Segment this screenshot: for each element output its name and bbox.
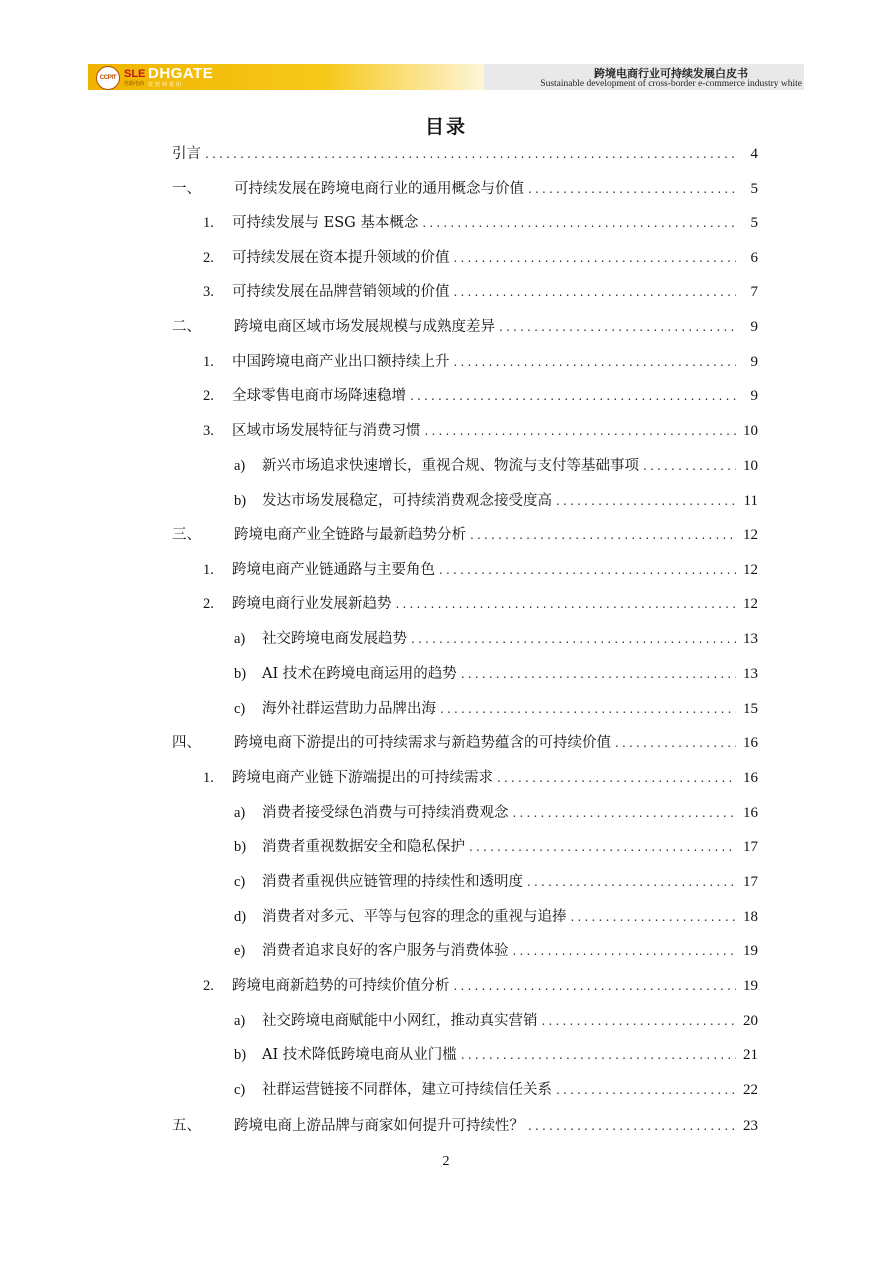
toc-entry-page: 13	[743, 631, 758, 647]
toc-entry-number: c)	[234, 1082, 246, 1098]
toc-entry-title: 新兴市场追求快速增长，重视合规、物流与支付等基础事项	[262, 458, 639, 474]
toc-entry-page: 16	[743, 770, 758, 786]
toc-entry-number: a)	[234, 631, 246, 647]
toc-entry[interactable]	[234, 871, 758, 893]
toc-entry-title: 消费者追求良好的客户服务与消费体验	[262, 943, 509, 959]
toc-entry-page: 23	[743, 1118, 758, 1134]
toc-entry-page: 7	[750, 284, 758, 300]
toc-entry-page: 16	[743, 805, 758, 821]
toc-entry-title: 跨境电商区域市场发展规模与成熟度差异	[234, 319, 495, 335]
toc-dot-leader	[513, 940, 737, 962]
toc-entry-page: 20	[743, 1013, 758, 1029]
toc-entry[interactable]	[234, 1010, 758, 1032]
toc-entry-number: b)	[234, 666, 247, 682]
toc-entry[interactable]	[234, 1079, 758, 1101]
toc-dot-leader	[542, 1010, 737, 1032]
toc-entry-title: 海外社群运营助力品牌出海	[262, 701, 436, 717]
toc-entry-title: 发达市场发展稳定，可持续消费观念接受度高	[262, 493, 552, 509]
toc-entry-number: c)	[234, 701, 246, 717]
toc-entry-page: 17	[743, 839, 758, 855]
toc-dot-leader	[556, 1079, 736, 1101]
toc-dot-leader	[440, 698, 736, 720]
toc-dot-leader	[499, 316, 736, 338]
toc-entry-title: 全球零售电商市场降速稳增	[232, 388, 406, 404]
toc-dot-leader	[513, 802, 737, 824]
ccpit-logo	[96, 66, 120, 90]
toc-dot-leader	[497, 767, 736, 789]
toc-dot-leader	[439, 559, 736, 581]
toc-title: 目录	[424, 116, 467, 138]
toc-entry[interactable]	[172, 143, 758, 165]
toc-entry[interactable]	[172, 524, 758, 546]
toc-entry-number: 1.	[203, 770, 214, 786]
toc-entry-title: 跨境电商下游提出的可持续需求与新趋势蕴含的可持续价值	[234, 735, 611, 751]
toc-entry-page: 12	[743, 527, 758, 543]
toc-entry[interactable]	[234, 906, 758, 928]
toc-dot-leader	[454, 975, 737, 997]
toc-entry-page: 22	[743, 1082, 758, 1098]
toc-entry-title: 跨境电商产业链下游端提出的可持续需求	[232, 770, 493, 786]
toc-entry-number: a)	[234, 805, 246, 821]
toc-entry-page: 12	[743, 596, 758, 612]
toc-entry-number: 2.	[203, 250, 214, 266]
toc-entry-page: 4	[750, 146, 758, 162]
toc-entry-number: b)	[234, 1047, 247, 1063]
toc-entry-number: b)	[234, 493, 247, 509]
header-title-block	[484, 64, 804, 90]
toc-entry-title: 可持续发展在跨境电商行业的通用概念与价值	[234, 181, 524, 197]
toc-entry-title: 跨境电商行业发展新趋势	[232, 596, 392, 612]
toc-entry-title: 社群运营链接不同群体，建立可持续信任关系	[262, 1082, 552, 1098]
toc-entry-number: 2.	[203, 978, 214, 994]
toc-entry[interactable]	[234, 628, 758, 650]
toc-entry-title: 消费者对多元、平等与包容的理念的重视与追捧	[262, 909, 567, 925]
toc-entry-number: d)	[234, 909, 247, 925]
toc-entry-number: 1.	[203, 215, 214, 231]
toc-entry-number: 1.	[203, 562, 214, 578]
toc-entry-page: 5	[750, 215, 758, 231]
toc-entry-page: 18	[743, 909, 758, 925]
toc-entry-title: 消费者接受绿色消费与可持续消费观念	[262, 805, 509, 821]
toc-entry-number: 1.	[203, 354, 214, 370]
toc-entry[interactable]	[234, 490, 758, 512]
toc-entry[interactable]	[172, 178, 758, 200]
toc-entry-page: 21	[743, 1047, 758, 1063]
toc-entry-number: b)	[234, 839, 247, 855]
document-title-cn: 跨境电商行业可持续发展白皮书	[594, 67, 748, 80]
toc-entry-title: 跨境电商上游品牌与商家如何提升可持续性？	[234, 1118, 524, 1134]
toc-entry[interactable]	[203, 559, 758, 581]
toc-entry-page: 9	[750, 319, 758, 335]
toc-entry-page: 12	[743, 562, 758, 578]
toc-dot-leader	[528, 1115, 736, 1137]
toc-entry[interactable]	[203, 281, 758, 303]
toc-dot-leader	[205, 143, 736, 165]
toc-entry-page: 6	[750, 250, 758, 266]
toc-entry[interactable]	[234, 836, 758, 858]
toc-entry-page: 15	[743, 701, 758, 717]
toc-dot-leader	[454, 351, 737, 373]
dhgate-logo-text: DHGATE	[148, 65, 214, 82]
document-title-en: Sustainable development of cross-border e-commerce industry white	[540, 79, 802, 89]
toc-entry[interactable]	[172, 732, 758, 754]
toc-entry[interactable]	[234, 1044, 758, 1066]
toc-entry-page: 9	[750, 388, 758, 404]
toc-entry[interactable]	[172, 1115, 758, 1137]
toc-dot-leader	[528, 178, 736, 200]
toc-entry-title: 跨境电商产业全链路与最新趋势分析	[234, 527, 466, 543]
sle-logo	[124, 67, 144, 87]
toc-entry-title: 可持续发展与 ESG 基本概念	[232, 215, 419, 231]
toc-entry-number: e)	[234, 943, 246, 959]
toc-dot-leader	[425, 420, 737, 442]
toc-entry-page: 10	[743, 423, 758, 439]
toc-entry-title: 中国跨境电商产业出口额持续上升	[232, 354, 450, 370]
toc-entry-title: 社交跨境电商发展趋势	[262, 631, 407, 647]
sle-logo-text: SLE	[124, 68, 146, 80]
toc-entry-number: a)	[234, 458, 246, 474]
toc-entry-title: 可持续发展在资本提升领域的价值	[232, 250, 450, 266]
toc-entry-page: 13	[743, 666, 758, 682]
toc-entry[interactable]	[234, 802, 758, 824]
toc-dot-leader	[527, 871, 736, 893]
toc-entry-page: 16	[743, 735, 758, 751]
toc-entry-page: 17	[743, 874, 758, 890]
toc-entry[interactable]	[203, 975, 758, 997]
toc-entry[interactable]	[234, 940, 758, 962]
toc-entry-title: 跨境电商新趋势的可持续价值分析	[232, 978, 450, 994]
toc-entry[interactable]	[234, 663, 758, 685]
toc-entry[interactable]	[234, 698, 758, 720]
page-number: 2	[442, 1154, 450, 1169]
toc-entry[interactable]	[203, 420, 758, 442]
toc-entry-number: 3.	[203, 423, 214, 439]
toc-entry-page: 10	[743, 458, 758, 474]
toc-entry-title: 消费者重视供应链管理的持续性和透明度	[262, 874, 523, 890]
toc-entry-title: 社交跨境电商赋能中小网红，推动真实营销	[262, 1013, 538, 1029]
toc-entry-number: 三、	[172, 527, 201, 543]
toc-entry-title: 引言	[172, 146, 201, 162]
toc-entry-page: 19	[743, 978, 758, 994]
dhgate-logo-subtext: 敦煌网集团	[148, 82, 184, 88]
toc-entry-title: 跨境电商产业链通路与主要角色	[232, 562, 435, 578]
toc-entry[interactable]	[234, 455, 758, 477]
toc-entry-title: 区域市场发展特征与消费习惯	[232, 423, 421, 439]
toc-entry[interactable]	[203, 247, 758, 269]
toc-entry[interactable]	[172, 316, 758, 338]
toc-entry-page: 5	[750, 181, 758, 197]
toc-dot-leader	[396, 593, 737, 615]
toc-dot-leader	[461, 663, 736, 685]
toc-dot-leader	[615, 732, 736, 754]
toc-dot-leader	[643, 455, 736, 477]
toc-entry-title: AI 技术在跨境电商运用的趋势	[262, 666, 457, 682]
toc-entry-number: 四、	[172, 735, 201, 751]
toc-entry-page: 9	[750, 354, 758, 370]
toc-dot-leader	[470, 524, 736, 546]
toc-dot-leader	[454, 247, 737, 269]
toc-entry[interactable]	[203, 767, 758, 789]
toc-entry-number: 2.	[203, 596, 214, 612]
toc-dot-leader	[411, 628, 736, 650]
toc-entry-title: AI 技术降低跨境电商从业门槛	[262, 1047, 457, 1063]
toc-entry[interactable]	[203, 212, 758, 234]
toc-entry-title: 可持续发展在品牌营销领域的价值	[232, 284, 450, 300]
toc-entry[interactable]	[203, 351, 758, 373]
toc-dot-leader	[571, 906, 737, 928]
toc-dot-leader	[461, 1044, 736, 1066]
toc-entry-number: c)	[234, 874, 246, 890]
logo-strip	[88, 64, 518, 90]
toc-entry-number: a)	[234, 1013, 246, 1029]
toc-dot-leader	[556, 490, 736, 512]
toc-dot-leader	[469, 836, 736, 858]
toc-entry[interactable]	[203, 593, 758, 615]
dhgate-logo	[148, 66, 218, 88]
toc-entry[interactable]	[203, 385, 758, 407]
toc-entry-number: 五、	[172, 1118, 201, 1134]
toc-entry-page: 19	[743, 943, 758, 959]
ccpit-logo-text: CCPIT	[99, 75, 117, 81]
toc-entry-title: 消费者重视数据安全和隐私保护	[262, 839, 465, 855]
toc-dot-leader	[422, 212, 736, 234]
toc-dot-leader	[410, 385, 736, 407]
toc-entry-number: 3.	[203, 284, 214, 300]
toc-entry-page: 11	[743, 493, 758, 509]
toc-entry-number: 2.	[203, 388, 214, 404]
toc-entry-number: 一、	[172, 181, 201, 197]
sle-logo-subtext: 丝路电商	[124, 81, 145, 87]
toc-entry-number: 二、	[172, 319, 201, 335]
toc-dot-leader	[454, 281, 737, 303]
page-header	[88, 64, 804, 90]
